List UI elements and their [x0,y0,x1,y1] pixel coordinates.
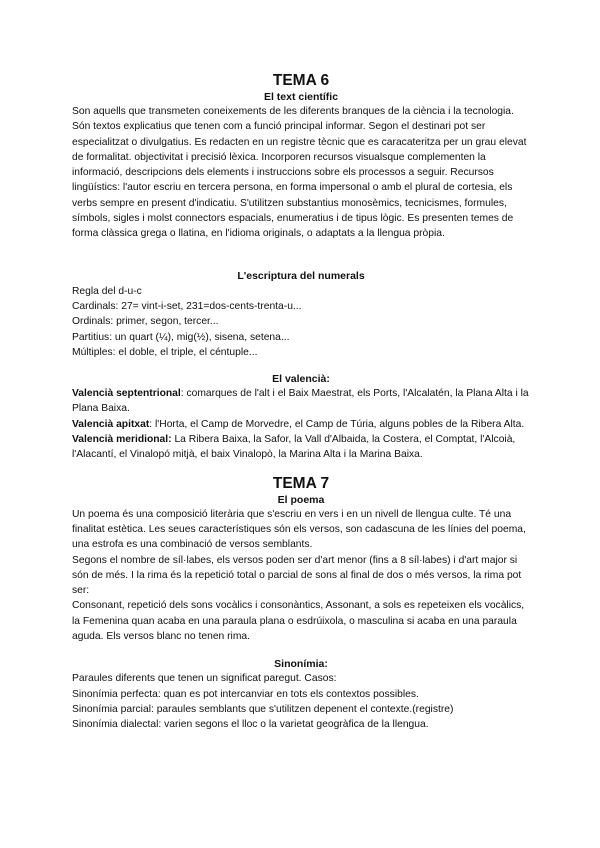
valencia-item [72,386,530,417]
valencia-item-label: Valencià meridional: [72,434,172,446]
numerals-line: Múltiples: el doble, el triple, el céntuple... [72,346,258,358]
valencia-item [72,417,530,432]
valencia-section [72,372,530,462]
tema6-body: Son aquells que transmeten coneixements de les diferents branques de la ciència i la tecnologia. Són textos explicatius que tenen com a funció principal informar. Segon el destinari pot ser especialitzat o divulgatius. Es redacten en un registre tècnic que es caracateritza per un grau elevat de formalitat. objectivitat i precisió lèxica. Incorporen recursos visualsque complementen la informació, descripcions dels elements i instruccions sobre els processos a seguir. Recursos lingüístics: l'autor escriu en tercera persona, en forma impersonal o amb el plural de cortesia, els verbs sempre en present d'indicatiu. S'utilitzen substantius monosèmics, tecnicismes, formules, símbols, sigles i molst connectors espacials, enumeratius i de tipus lògic. Es presenten temes de forma clàssica grega o llatina, en l'idioma originals, o adaptats a la llengua pròpia. [72,106,527,240]
sinonimia-title: Sinonímia: [274,658,328,671]
tema7-subtitle: El poema [277,493,325,506]
tema7-paragraph: Segons el nombre de síl·labes, els versos poden ser d'art menor (fins a 8 síl·labes) i d'art major si són de més. I la rima és la repetició total o parcial de sons al final de dos o més versos, la rima pot ser: [72,554,522,597]
document-page [72,72,530,733]
sinonimia-line: Sinonímia dialectal: varien segons el lloc o la varietat geogràfica de la llengua. [72,719,429,731]
valencia-title: El valencià: [272,373,330,386]
sinonimia-line: Sinonímia parcial: paraules semblants que s'utilitzen depenent el contexte.(registre) [72,703,454,715]
numerals-line: Cardinals: 27= vint-i-set, 231=dos-cents-trenta-u... [72,300,302,312]
tema6-subtitle: El text científic [263,91,339,103]
numerals-title: L'escriptura del numerals [237,269,365,282]
tema7-section [72,475,530,645]
tema7-title: TEMA 7 [272,474,330,492]
valencia-item-text: : l'Horta, el Camp de Morvedre, el Camp de Túria, alguns pobles de la Ribera Alta. [149,418,525,430]
tema6-section [72,72,530,242]
tema7-paragraph: Consonant, repetició dels sons vocàlics i consonàntics, Assonant, a sols es repeteixen els vocàlics, la Femenina quan acaba en una paraula plana o esdrúixola, o masculina si acaba en una paraula aguda. Els versos blanc no tenen rima. [72,600,525,643]
tema6-title: TEMA 6 [272,72,330,89]
numerals-line: Ordinals: primer, segon, tercer... [72,316,219,328]
valencia-item-label: Valencià apitxat [72,418,150,430]
tema7-paragraph: Un poema és una composició literària que s'escriu en vers i en un nivell de llengua culte. Té una finalitat estètica. Les seues característiques són els versos, son cadascuna de les línies del poema, una estrofa es una combinació de versos semblants. [72,508,526,551]
numerals-section [72,269,530,360]
valencia-item-text: La Ribera Baixa, la Safor, la Vall d'Albaida, la Costera, el Comptat, l'Alcoià, l'Alacantí, el Vinalopó mitjà, el baix Vinalopò, la Marina Alta i la Marina Baixa. [72,434,516,461]
sinonimia-line: Sinonímia perfecta: quan es pot intercanviar en tots els contextos possibles. [72,688,419,700]
sinonimia-line: Paraules diferents que tenen un significat paregut. Casos: [72,673,337,685]
numerals-line: Partitius: un quart (¼), mig(½), sisena, setena... [72,331,290,343]
valencia-item-label: Valencià septentrional [72,388,181,400]
numerals-line: Regla del d-u-c [72,285,142,297]
valencia-item-text: : comarques de l'alt i el Baix Maestrat, els Ports, l'Alcalatén, la Plana Alta i la Plana Baixa. [72,388,529,415]
sinonimia-section [72,657,530,732]
valencia-item [72,432,530,463]
